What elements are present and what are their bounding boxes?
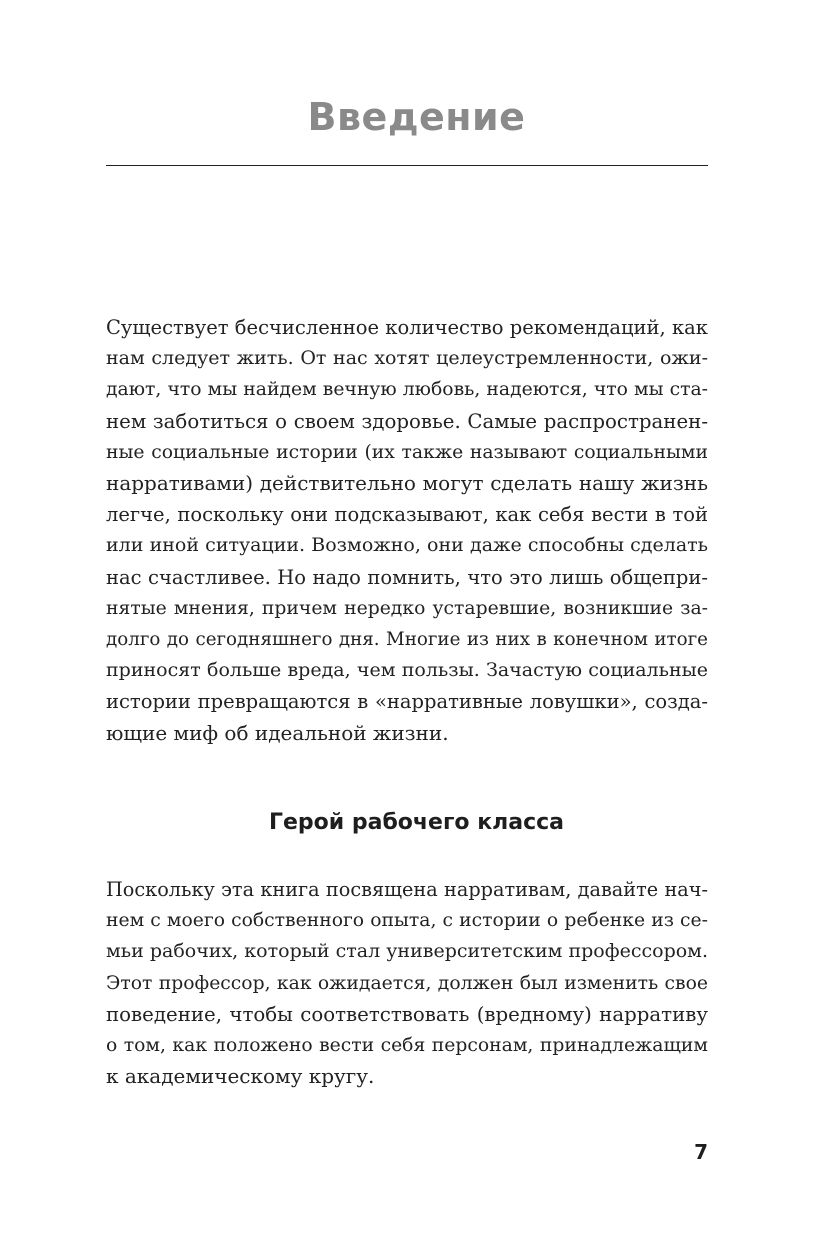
text-line: поведение, чтобы соответствовать (вредному) нарративу: [106, 1002, 708, 1026]
text-line: или иной ситуации. Возможно, они даже способны сделать: [106, 534, 708, 557]
text-line: истории превращаются в «нарративные ловушки», созда-: [106, 690, 708, 714]
section-heading: Герой рабочего класса: [268, 810, 565, 835]
text-line: нам следует жить. От нас хотят целеустремленности, ожи-: [106, 347, 708, 370]
text-line: мьи рабочих, который стал университетским профессором.: [106, 940, 708, 963]
text-line: нас счастливее. Но надо помнить, что это лишь общепри-: [106, 565, 708, 589]
text-line: приносят больше вреда, чем пользы. Зачастую социальные: [106, 659, 708, 682]
chapter-title: Введение: [307, 95, 526, 139]
section-paragraph: [106, 874, 708, 1092]
text-line: нем с моего собственного опыта, с истории о ребенке из се-: [106, 910, 708, 932]
text-line: дают, что мы найдем вечную любовь, надеются, что мы ста-: [106, 379, 708, 401]
text-line: Этот профессор, как ожидается, должен был изменить свое: [106, 972, 708, 994]
text-line: Поскольку эта книга посвящена нарративам, давайте нач-: [106, 878, 708, 901]
title-divider: [106, 165, 708, 166]
text-line: долго до сегодняшнего дня. Многие из них в конечном итоге: [106, 629, 708, 651]
text-line: о том, как положено вести себя персонам, принадлежащим: [106, 1035, 708, 1057]
text-line: Существует бесчисленное количество рекомендаций, как: [106, 316, 708, 339]
page-number: 7: [694, 1140, 708, 1164]
text-line: нятые мнения, причем нередко устаревшие, возникшие за-: [106, 597, 708, 619]
text-line: легче, поскольку они подсказывают, как себя вести в той: [106, 503, 708, 527]
text-line: нарративами) действительно могут сделать нашу жизнь: [106, 471, 708, 496]
text-line: ющие миф об идеальной жизни.: [106, 720, 449, 745]
text-line: к академическому кругу.: [106, 1064, 375, 1089]
text-line: нем заботиться о своем здоровье. Самые распространен-: [106, 409, 708, 433]
intro-paragraph: [106, 312, 708, 749]
text-line: ные социальные истории (их также называют социальными: [106, 441, 708, 463]
